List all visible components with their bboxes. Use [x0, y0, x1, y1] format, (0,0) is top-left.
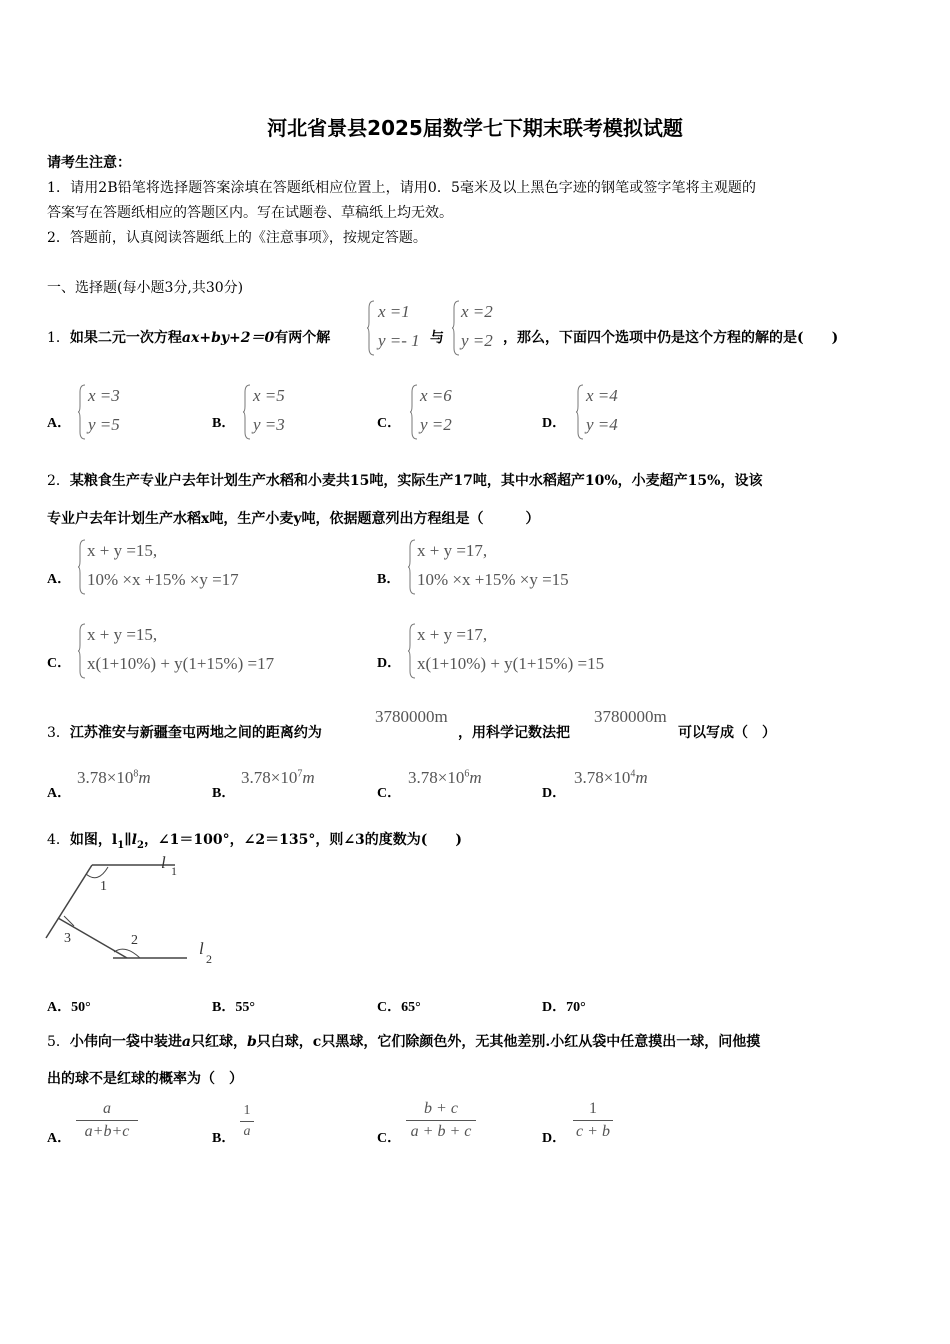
q1-option-d-brace-icon — [575, 384, 585, 440]
q2-line2: 专业户去年计划生产水稻x吨，生产小麦y吨，依据题意列出方程组是（ ） — [47, 511, 540, 527]
q4-figure — [40, 850, 230, 975]
q3-option-b-label[interactable]: B． — [212, 786, 236, 801]
q5-option-c-numerator: b + c — [424, 1100, 458, 1117]
q3-value-2: 3780000m — [594, 707, 667, 726]
q2-option-c-label[interactable]: C． — [47, 656, 72, 671]
q1-option-c-line1: x =6 — [420, 386, 452, 405]
q4-option-a-value: 50° — [71, 1000, 91, 1015]
q2-option-b-line1: x + y =17, — [417, 541, 488, 560]
q3-option-d-value — [574, 768, 648, 788]
q5-option-d-fraction — [573, 1100, 613, 1141]
page-title: 河北省景县2025届数学七下期末联考模拟试题 — [267, 116, 683, 140]
q3-text-c: 可以写成（ ） — [678, 725, 776, 741]
q5-option-b-label[interactable]: B． — [212, 1131, 236, 1146]
q1-option-b-line2: y =3 — [253, 415, 285, 434]
q2-option-d-line2: x(1+10%) + y(1+15%) =15 — [417, 654, 605, 673]
q2-option-b-brace-icon — [407, 539, 417, 595]
q3-option-c-unit: m — [469, 768, 482, 787]
q4-text-b: ，∠1＝100°，∠2＝135°，则∠3的度数为( ) — [143, 832, 463, 848]
q3-option-c-label[interactable]: C． — [377, 786, 402, 801]
q5-text-a: 小伟向一袋中装进 — [69, 1034, 182, 1050]
q1-option-a-line2: y =5 — [88, 415, 120, 434]
q3-option-a-exp: 8 — [133, 768, 139, 780]
q4-option-a[interactable] — [47, 996, 91, 1016]
q5-option-b-fraction — [240, 1103, 254, 1140]
q5-option-d-denominator: c + b — [576, 1123, 610, 1140]
notice-item2: 2．答题前，认真阅读答题纸上的《注意事项》，按规定答题。 — [47, 230, 427, 246]
q3-text-a: 江苏淮安与新疆奎屯两地之间的距离约为 — [69, 725, 322, 741]
q5-option-c-fraction — [406, 1100, 476, 1141]
q4-l2: l — [131, 832, 137, 848]
q5-option-b-denominator: a — [243, 1124, 251, 1139]
q4-l1: l — [111, 832, 118, 848]
q3-option-a-value — [77, 768, 151, 788]
q1-sol2-line2: y =2 — [461, 331, 493, 350]
q4-option-c-value: 65° — [401, 1000, 421, 1015]
q1-option-b-brace-icon — [242, 384, 252, 440]
q3-option-d-exp: 4 — [630, 768, 636, 780]
q3-line-a — [47, 722, 322, 742]
q5-text-d: 只黑球，它们除颜色外，无其他差别.小红从袋中任意摸出一球，问他摸 — [321, 1034, 761, 1050]
q3-option-a-label[interactable]: A． — [47, 786, 72, 801]
q4-figure-l1-label: l — [161, 853, 166, 872]
q3-option-c-exp: 6 — [464, 768, 470, 780]
q5-option-a-label[interactable]: A． — [47, 1131, 72, 1146]
q4-figure-segment-upper — [46, 865, 92, 938]
section-heading: 一、选择题(每小题3分,共30分) — [47, 280, 244, 296]
q4-figure-angle2-label: 2 — [131, 933, 138, 948]
q1-option-a-line1: x =3 — [88, 386, 120, 405]
q3-option-c-base: 3.78×10 — [408, 768, 465, 787]
q2-number: 2． — [47, 473, 70, 489]
q1-option-d-line1: x =4 — [586, 386, 618, 405]
q5-var-b: b — [247, 1034, 257, 1050]
q5-text-c: 只白球， — [256, 1034, 313, 1050]
q3-number: 3． — [47, 725, 70, 741]
q5-option-c-denominator: a + b + c — [410, 1123, 472, 1140]
q2-option-a-label[interactable]: A． — [47, 572, 72, 587]
q1-option-a-label[interactable]: A． — [47, 416, 72, 431]
q4-figure-l2-sub: 2 — [206, 952, 212, 966]
q5-number: 5． — [47, 1034, 70, 1050]
q4-option-a-label: A． — [47, 1000, 72, 1015]
q1-option-b-label[interactable]: B． — [212, 416, 236, 431]
q5-option-c-bar — [406, 1120, 476, 1121]
q4-option-b-label: B． — [212, 1000, 236, 1015]
q4-text-a: 如图， — [69, 832, 112, 848]
q4-l2-sub: 2 — [136, 839, 144, 851]
q4-l1-sub: 1 — [117, 839, 125, 851]
q2-option-c-line1: x + y =15, — [87, 625, 158, 644]
q1-sol2-brace-icon — [451, 300, 461, 356]
q1-sol1-line2: y =- 1 — [378, 331, 420, 350]
q4-figure-angle1-label: 1 — [100, 879, 107, 894]
q1-option-c-line2: y =2 — [420, 415, 452, 434]
q4-option-b[interactable] — [212, 996, 255, 1016]
q5-var-a: a — [181, 1034, 191, 1050]
q2-line1 — [47, 470, 762, 490]
q1-option-b-line1: x =5 — [253, 386, 285, 405]
q2-text-line1: 某粮食生产专业户去年计划生产水稻和小麦共15吨，实际生产17吨，其中水稻超产10%，小麦超产15%，设该 — [69, 473, 763, 489]
q5-option-d-numerator: 1 — [589, 1100, 597, 1117]
q1-option-a-brace-icon — [77, 384, 87, 440]
q2-option-d-brace-icon — [407, 623, 417, 679]
q4-option-d-label: D． — [542, 1000, 567, 1015]
q3-option-c-value — [408, 768, 482, 788]
q1-option-d-label[interactable]: D． — [542, 416, 567, 431]
q2-option-d-label[interactable]: D． — [377, 656, 402, 671]
q3-option-a-base: 3.78×10 — [77, 768, 134, 787]
q2-option-a-line1: x + y =15, — [87, 541, 158, 560]
q2-option-c-brace-icon — [77, 623, 87, 679]
q4-option-d[interactable] — [542, 996, 586, 1016]
q1-sol1-brace-icon — [366, 300, 376, 356]
q4-option-d-value: 70° — [566, 1000, 586, 1015]
q4-parallel: ∥ — [124, 832, 132, 848]
q4-figure-l1-sub: 1 — [171, 864, 177, 878]
q5-var-c: c — [312, 1034, 322, 1050]
q3-option-a-unit: m — [138, 768, 151, 787]
q5-option-a-numerator: a — [103, 1100, 111, 1117]
q3-option-b-unit: m — [302, 768, 315, 787]
q5-option-a-denominator: a+b+c — [84, 1123, 130, 1140]
q5-line1 — [47, 1031, 760, 1051]
q5-text-b: 只红球， — [191, 1034, 247, 1050]
q4-line — [47, 829, 462, 851]
q4-option-c[interactable] — [377, 996, 421, 1016]
notice-item1-line1: 1．请用2B铅笔将选择题答案涂填在答题纸相应位置上，请用0．5毫米及以上黑色字迹的钢笔或签字笔将主观题的 — [47, 180, 757, 196]
q1-text-c: ，那么，下面四个选项中仍是这个方程的解的是( ) — [503, 330, 839, 346]
q5-option-b-bar — [240, 1121, 254, 1122]
q1-line — [47, 327, 330, 347]
q1-option-c-label[interactable]: C． — [377, 416, 402, 431]
q3-option-b-exp: 7 — [297, 768, 303, 780]
q5-option-a-fraction — [76, 1100, 138, 1141]
q2-option-a-brace-icon — [77, 539, 87, 595]
q5-option-d-bar — [573, 1120, 613, 1121]
q1-equation: ax+by+2＝0 — [181, 330, 275, 346]
q1-option-d-line2: y =4 — [586, 415, 618, 434]
q2-option-a-line2: 10% ×x +15% ×y =17 — [87, 570, 239, 589]
q5-option-d-label[interactable]: D． — [542, 1131, 567, 1146]
q3-text-b: ，用科学记数法把 — [458, 725, 570, 741]
q4-figure-angle3-label: 3 — [64, 931, 71, 946]
q2-option-d-line1: x + y =17, — [417, 625, 488, 644]
q1-sol1-line1: x =1 — [378, 302, 410, 321]
q3-option-b-base: 3.78×10 — [241, 768, 298, 787]
q3-option-b-value — [241, 768, 315, 788]
q1-text-a: 如果二元一次方程 — [69, 330, 182, 346]
q2-option-c-line2: x(1+10%) + y(1+15%) =17 — [87, 654, 275, 673]
q4-figure-l2-label: l — [199, 939, 204, 958]
q4-number: 4． — [47, 832, 70, 848]
q5-line2: 出的球不是红球的概率为（ ） — [47, 1071, 243, 1087]
q2-option-b-line2: 10% ×x +15% ×y =15 — [417, 570, 569, 589]
q4-option-c-label: C． — [377, 1000, 402, 1015]
q4-option-b-value: 55° — [235, 1000, 255, 1015]
q3-option-d-unit: m — [635, 768, 648, 787]
q1-sol2-line1: x =2 — [461, 302, 493, 321]
q3-value-1: 3780000m — [375, 707, 448, 726]
q1-text-b: 有两个解 — [274, 330, 331, 346]
q2-option-b-label[interactable]: B． — [377, 572, 401, 587]
q1-number: 1． — [47, 330, 70, 346]
q5-option-b-numerator: 1 — [243, 1103, 251, 1118]
q1-option-c-brace-icon — [409, 384, 419, 440]
notice-heading: 请考生注意： — [47, 155, 131, 171]
q1-conj: 与 — [430, 330, 444, 346]
q3-option-d-label[interactable]: D． — [542, 786, 567, 801]
notice-item1-line2: 答案写在答题纸相应的答题区内。写在试题卷、草稿纸上均无效。 — [47, 205, 453, 221]
q3-option-d-base: 3.78×10 — [574, 768, 631, 787]
q5-option-a-bar — [76, 1120, 138, 1121]
q5-option-c-label[interactable]: C． — [377, 1131, 402, 1146]
